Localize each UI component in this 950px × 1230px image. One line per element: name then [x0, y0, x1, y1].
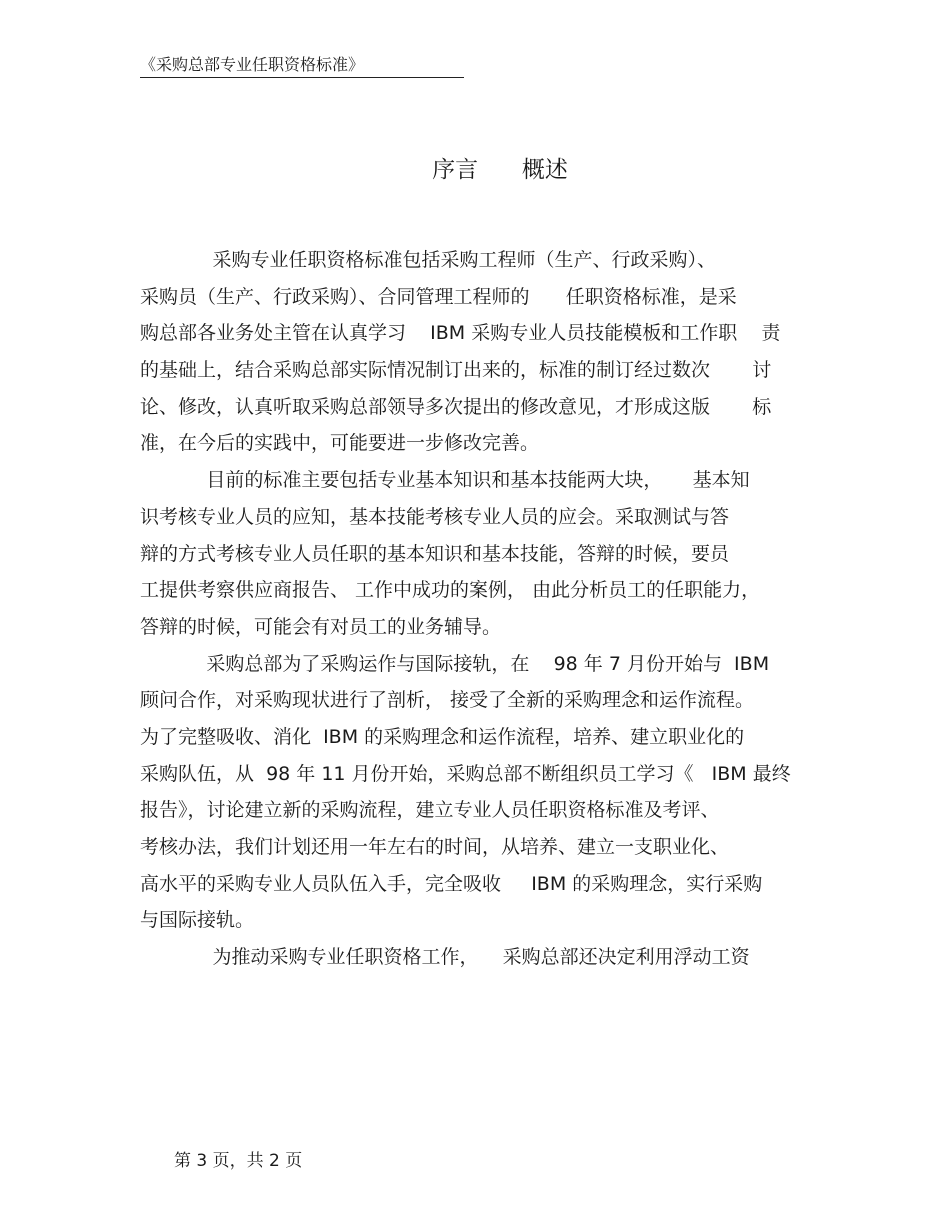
text-line: 高水平的采购专业人员队伍入手，完全吸收 IBM 的采购理念，实行采购: [140, 872, 763, 895]
text-line: 的基础上，结合采购总部实际情况制订出来的，标准的制订经过数次 讨: [140, 359, 772, 382]
text-line: 识考核专业人员的应知，基本技能考核专业人员的应会。采取测试与答: [140, 505, 730, 528]
text-line: 购总部各业务处主管在认真学习 IBM 采购专业人员技能模板和工作职 责: [140, 322, 781, 345]
text-line: 采购员（生产、行政采购）、合同管理工程师的 任职资格标准，是采: [140, 285, 737, 308]
page-footer: 第 3 页，共 2 页: [174, 1151, 303, 1171]
text-line: 考核办法，我们计划还用一年左右的时间，从培养、建立一支职业化、: [140, 836, 730, 858]
text-line: 与国际接轨。: [140, 909, 255, 932]
text-line: 工提供考察供应商报告、 工作中成功的案例， 由此分析员工的任职能力，: [140, 579, 761, 602]
document-header: 《采购总部专业任职资格标准》: [140, 55, 464, 78]
text-line: 目前的标准主要包括专业基本知识和基本技能两大块， 基本知: [140, 469, 750, 492]
text-line: 采购专业任职资格标准包括采购工程师（生产、行政采购）、: [140, 249, 716, 271]
text-line: 为推动采购专业任职资格工作， 采购总部还决定利用浮动工资: [140, 946, 750, 969]
text-line: 准，在今后的实践中，可能要进一步修改完善。: [140, 432, 540, 455]
text-line: 答辩的时候，可能会有对员工的业务辅导。: [140, 615, 502, 638]
text-line: 为了完整吸收、消化 IBM 的采购理念和运作流程，培养、建立职业化的: [140, 725, 745, 748]
text-line: 顾问合作，对采购现状进行了剖析， 接受了全新的采购理念和运作流程。: [140, 689, 755, 712]
text-line: 采购总部为了采购运作与国际接轨，在 98 年 7 月份开始与 IBM: [140, 652, 770, 675]
text-line: 论、修改，认真听取采购总部领导多次提出的修改意见，才形成这版 标: [140, 395, 772, 418]
body-text: [140, 242, 840, 976]
page-title: 序言 概述: [432, 157, 568, 183]
text-line: 采购队伍，从 98 年 11 月份开始，采购总部不断组织员工学习《 IBM 最终: [140, 762, 791, 785]
text-line: 报告》，讨论建立新的采购流程，建立专业人员任职资格标准及考评、: [140, 799, 720, 822]
text-line: 辩的方式考核专业人员任职的基本知识和基本技能，答辩的时候，要员: [140, 542, 730, 565]
